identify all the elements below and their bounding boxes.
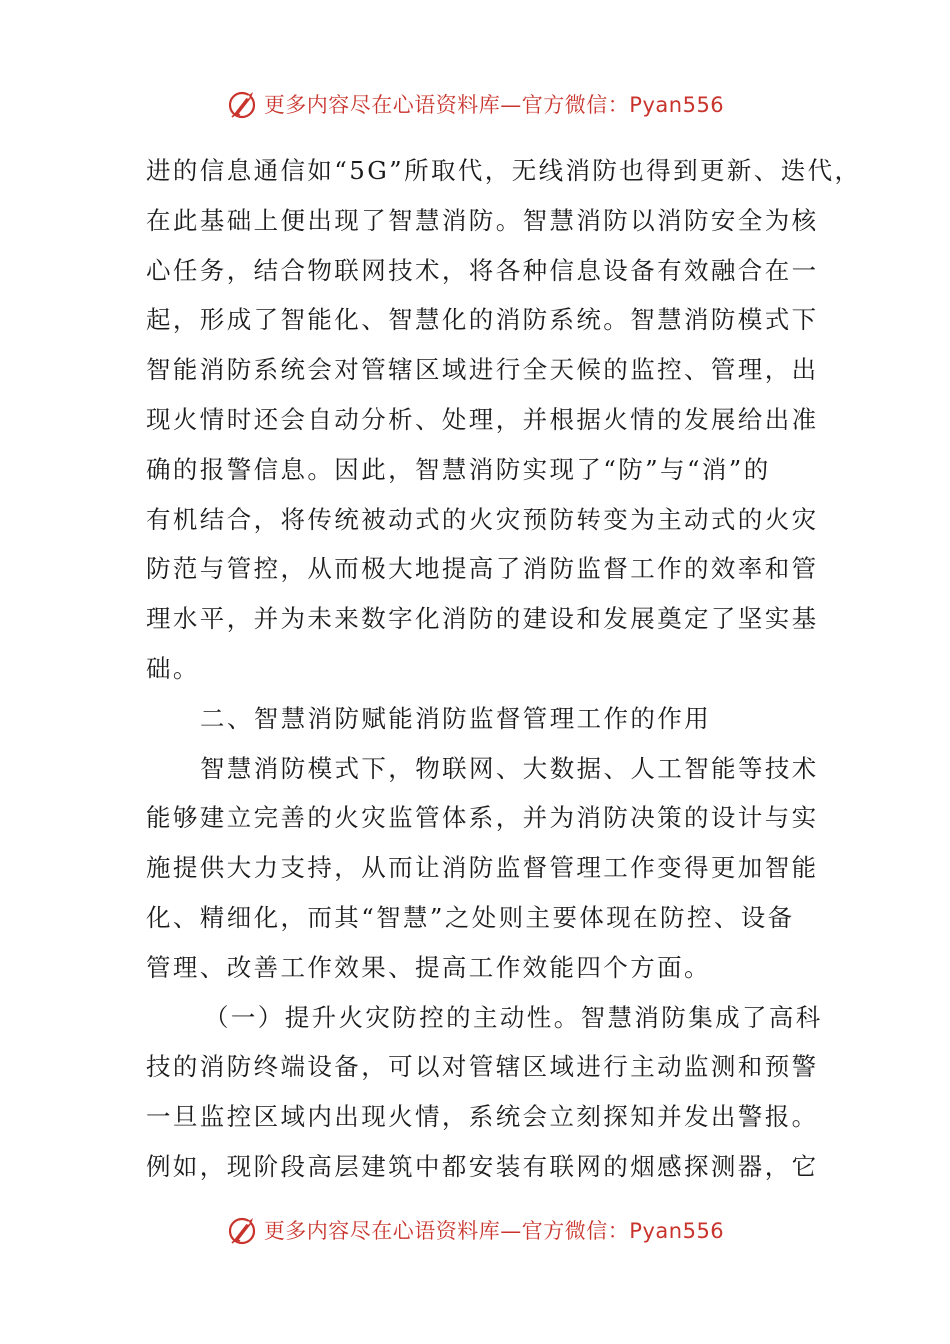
paragraph-line: 理水平，并为未来数字化消防的建设和发展奠定了坚实基 xyxy=(146,604,819,634)
watermark-text: 更多内容尽在心语资料库—官方微信：Pyan556 xyxy=(263,93,725,117)
paragraph-line: 智慧消防模式下，物联网、大数据、人工智能等技术 xyxy=(200,753,819,783)
paragraph-line: 确的报警信息。因此，智慧消防实现了“防”与“消”的 xyxy=(146,454,771,484)
paragraph-line: 础。 xyxy=(146,653,200,683)
paragraph-line: 化、精细化，而其“智慧”之处则主要体现在防控、设备 xyxy=(146,902,795,932)
paragraph-line: 在此基础上便出现了智慧消防。智慧消防以消防安全为核 xyxy=(146,205,819,235)
pen-nib-circle-icon xyxy=(226,87,260,121)
pen-nib-circle-icon xyxy=(226,1213,260,1247)
paragraph-line: 能够建立完善的火灾监管体系，并为消防决策的设计与实 xyxy=(146,803,819,833)
paragraph-line: 起，形成了智能化、智慧化的消防系统。智慧消防模式下 xyxy=(146,305,819,335)
paragraph-line: 有机结合，将传统被动式的火灾预防转变为主动式的火灾 xyxy=(146,504,819,534)
section-heading: 二、智慧消防赋能消防监督管理工作的作用 xyxy=(200,703,712,733)
document-body xyxy=(146,146,862,1192)
paragraph-line: 智能消防系统会对管辖区域进行全天候的监控、管理，出 xyxy=(146,355,819,385)
watermark-banner-top xyxy=(0,82,950,126)
paragraph-line: 防范与管控，从而极大地提高了消防监督工作的效率和管 xyxy=(146,554,819,584)
watermark-banner-bottom xyxy=(0,1208,950,1252)
watermark-text: 更多内容尽在心语资料库—官方微信：Pyan556 xyxy=(263,1219,725,1243)
subsection-heading-line: （一）提升火灾防控的主动性。智慧消防集成了高科 xyxy=(204,1002,823,1032)
paragraph-line: 技的消防终端设备，可以对管辖区域进行主动监测和预警 xyxy=(146,1052,819,1082)
paragraph-line: 现火情时还会自动分析、处理，并根据火情的发展给出准 xyxy=(146,404,819,434)
paragraph-line: 进的信息通信如“5G”所取代，无线消防也得到更新、迭代， xyxy=(146,156,862,185)
paragraph-line: 例如，现阶段高层建筑中都安装有联网的烟感探测器，它 xyxy=(146,1151,819,1181)
paragraph-line: 管理、改善工作效果、提高工作效能四个方面。 xyxy=(146,952,711,982)
paragraph-line: 施提供大力支持，从而让消防监督管理工作变得更加智能 xyxy=(146,853,819,883)
paragraph-line: 心任务，结合物联网技术，将各种信息设备有效融合在一 xyxy=(146,255,819,285)
paragraph-line: 一旦监控区域内出现火情，系统会立刻探知并发出警报。 xyxy=(146,1102,819,1132)
